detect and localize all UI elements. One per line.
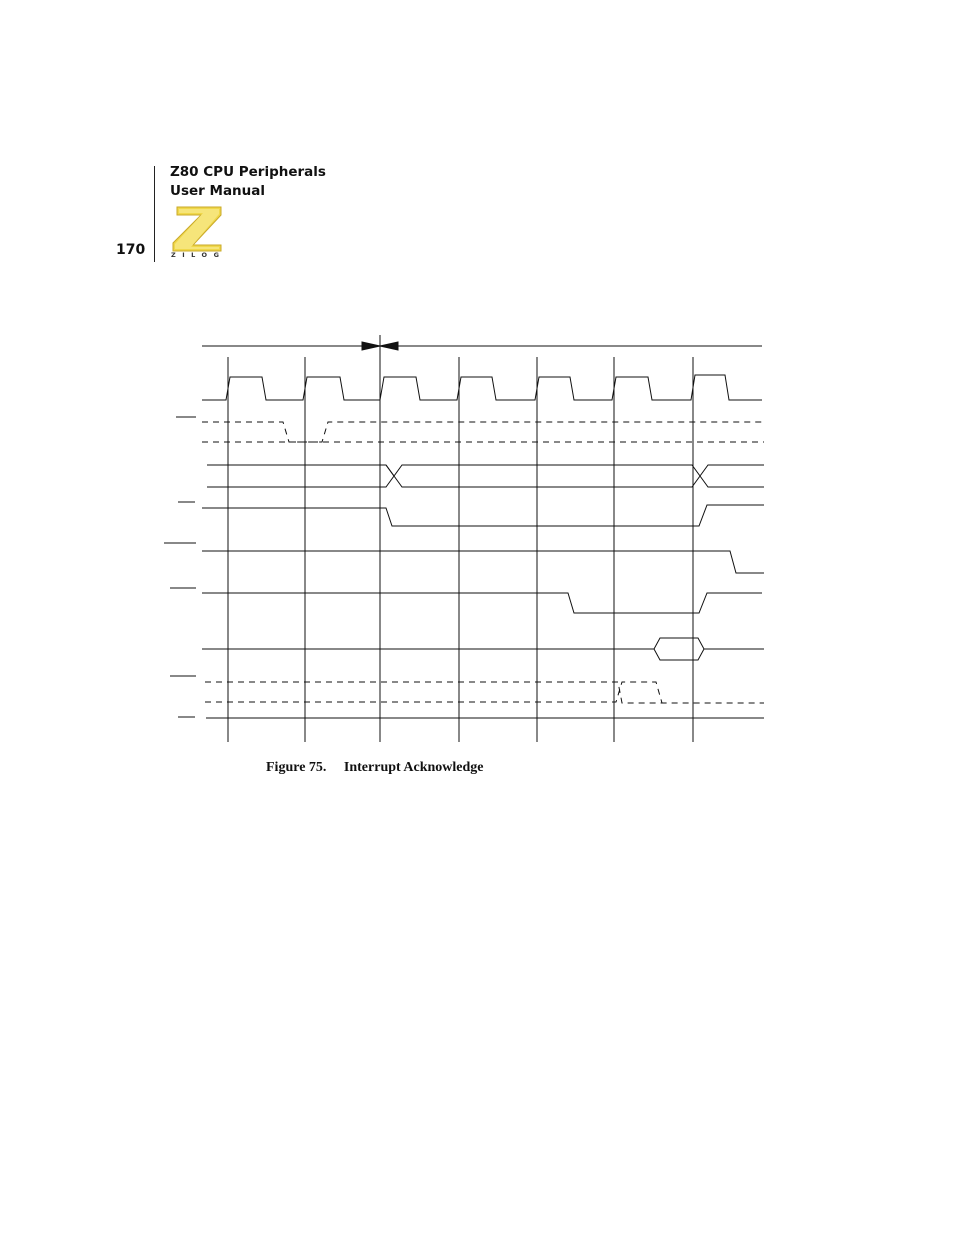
header-divider — [154, 166, 155, 262]
rd-waveform — [202, 593, 762, 613]
figure-caption — [266, 760, 484, 776]
logo-wordmark: ZILOG — [171, 251, 226, 259]
m1-signal-dashed — [202, 422, 764, 442]
clock-waveform — [202, 375, 762, 400]
mreq-waveform — [202, 505, 764, 526]
clock-gridlines — [228, 357, 693, 742]
address-bus-signal — [207, 465, 764, 487]
interrupt-acknowledge-timing-diagram — [150, 330, 770, 750]
arrow-left-icon — [380, 342, 398, 350]
manual-title — [170, 163, 326, 201]
data-bus-signal — [202, 638, 764, 660]
iorq-waveform — [202, 551, 764, 573]
manual-title-line2: User Manual — [170, 183, 266, 199]
iei-signal-dashed — [205, 682, 764, 703]
page-number: 170 — [116, 242, 146, 258]
manual-title-line1: Z80 CPU Peripherals — [170, 164, 326, 180]
figure-title: Interrupt Acknowledge — [343, 760, 484, 775]
arrow-right-icon — [362, 342, 380, 350]
figure-number: Figure 75. — [266, 760, 327, 775]
